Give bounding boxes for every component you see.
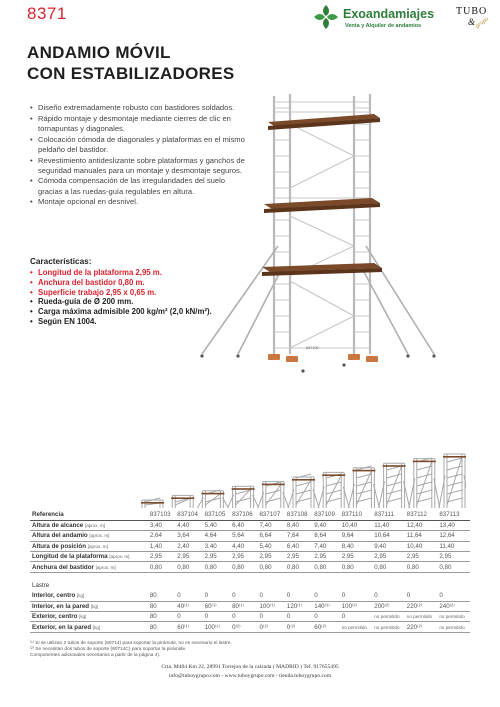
characteristics-title: Características:	[30, 257, 92, 266]
characteristic-item: • Según EN 1004.	[30, 317, 250, 327]
row-label-text: Altura del andamio	[32, 532, 90, 540]
title-line-2: CON ESTABILIZADORES	[27, 64, 235, 83]
table-cell: 0,80	[257, 562, 284, 572]
feature-item: • Diseño extremadamente robusto con bastidores soldados.	[30, 103, 245, 113]
mini-platform	[413, 461, 436, 463]
table-cell: 10,64	[372, 531, 405, 541]
feature-item: • Colocación cómoda de diagonales y plataformas en el mismo peldaño del bastidor.	[30, 135, 245, 155]
table-cell: 4,64	[203, 531, 230, 541]
table-cell: 120⁽¹⁾	[285, 601, 312, 611]
table-cell: 7,40	[257, 520, 284, 530]
table-cell: 0	[257, 591, 284, 601]
mini-scaffold-icon	[228, 486, 259, 508]
mini-scaffold-icon	[318, 472, 349, 508]
table-cell: 0,80	[148, 562, 175, 572]
table-cell: 5,40	[203, 520, 230, 530]
footer-web-links[interactable]: info@tuboygrupo.com - www.tuboygrupo.com - tienda.tuboygrupo.com	[168, 673, 332, 679]
leaf-emblem-icon	[313, 4, 339, 30]
partner-name: TUBO	[456, 6, 488, 17]
reference-cell: 837107	[257, 510, 284, 520]
table-cell: 2,64	[148, 531, 175, 541]
row-label	[30, 622, 148, 632]
reference-cell: 837105	[203, 510, 230, 520]
table-cell: 4,40	[175, 520, 202, 530]
characteristic-item: • Carga máxima admisible 200 kg/m² (2,0 kN/m²).	[30, 307, 250, 317]
row-label	[30, 520, 148, 530]
table-cell: 0,80	[175, 562, 202, 572]
table-cell: 12,40	[405, 520, 438, 530]
reference-cell: 837113	[437, 510, 470, 520]
table-cell: 0	[437, 591, 470, 601]
table-cell: 0	[312, 612, 339, 622]
row-label	[30, 531, 148, 541]
table-cell: 3,64	[175, 531, 202, 541]
table-cell: 2,95	[437, 552, 470, 562]
table-cell: 0⁽²⁾	[285, 622, 312, 632]
table-cell: 60⁽²⁾	[312, 622, 339, 632]
specification-table	[30, 510, 470, 633]
characteristic-item: • Rueda-guía de Ø 200 mm.	[30, 297, 250, 307]
table-cell: 3,40	[203, 541, 230, 551]
table-cell: 0	[312, 591, 339, 601]
table-cell: 8,40	[340, 541, 373, 551]
row-unit: [kg]	[79, 614, 87, 620]
spec-row	[30, 552, 470, 562]
table-cell: 0	[285, 591, 312, 601]
reference-cell: 837112	[405, 510, 438, 520]
table-cell: no permitido	[405, 612, 438, 622]
table-cell: 2,95	[312, 552, 339, 562]
product-reference-number: 8371	[27, 4, 67, 23]
table-cell: 11,64	[405, 531, 438, 541]
row-unit: [aprox. m]	[84, 523, 105, 529]
ballast-header-row	[30, 580, 470, 590]
row-unit: [kg]	[92, 624, 101, 630]
table-cell: 0	[175, 612, 202, 622]
mini-scaffold-icon	[288, 474, 319, 508]
table-cell: 6,40	[285, 541, 312, 551]
mini-platform	[201, 493, 224, 495]
feature-item: • Rápido montaje y desmontaje mediante cierres de clic en tornapuntas y diagonales.	[30, 114, 245, 134]
table-cell: 80	[148, 622, 175, 632]
tubo-grupo-logo[interactable]	[456, 6, 496, 38]
table-cell: 1,40	[148, 541, 175, 551]
table-cell: no permitido	[372, 622, 405, 632]
partner-amp: &	[468, 17, 476, 27]
mini-scaffold-icon	[141, 498, 164, 508]
brand-name: Exoandamiajes	[343, 7, 435, 21]
table-cell: 2,95	[175, 552, 202, 562]
mini-scaffold-icon	[171, 495, 194, 508]
table-cell: 2,95	[148, 552, 175, 562]
table-cell: 2,40	[175, 541, 202, 551]
table-cell: 0,80	[437, 562, 470, 572]
title-line-1: ANDAMIO MÓVIL	[27, 43, 171, 62]
table-cell: no permitido	[372, 612, 405, 622]
table-cell: 0	[230, 612, 257, 622]
table-cell: 0	[230, 591, 257, 601]
table-cell: 0	[203, 612, 230, 622]
table-cell: 0⁽²⁾	[257, 622, 284, 632]
row-label-text: Interior, en la pared	[32, 602, 91, 610]
table-cell: 2,95	[340, 552, 373, 562]
table-cell: 4,40	[230, 541, 257, 551]
spec-row	[30, 562, 470, 572]
table-cell: 0	[175, 591, 202, 601]
table-cell: 100⁽²⁾	[340, 601, 373, 611]
table-cell: 2,95	[230, 552, 257, 562]
table-cell: 220⁽²⁾	[405, 601, 438, 611]
ballast-row	[30, 612, 470, 622]
row-label-text: Anchura del bastidor	[32, 563, 96, 571]
table-cell: 200⁽²⁾	[372, 601, 405, 611]
table-cell: 100⁽¹⁾	[203, 622, 230, 632]
table-cell: no permitido	[437, 612, 470, 622]
table-cell: 140⁽¹⁾	[312, 601, 339, 611]
table-cell: 2,95	[285, 552, 312, 562]
exoandamiajes-logo[interactable]	[313, 4, 453, 36]
page-title	[27, 42, 235, 84]
spec-row	[30, 531, 470, 541]
table-cell: 9,40	[372, 541, 405, 551]
table-cell: 0	[405, 591, 438, 601]
characteristic-item: • Anchura del bastidor 0,80 m.	[30, 278, 250, 288]
table-cell: 5,64	[230, 531, 257, 541]
table-cell: 0	[340, 591, 373, 601]
table-cell: 3,40	[148, 520, 175, 530]
table-cell: 80	[148, 591, 175, 601]
table-cell: 80	[148, 601, 175, 611]
row-label-text: Exterior, centro	[32, 613, 80, 621]
ballast-row	[30, 622, 470, 632]
table-cell: 2,95	[203, 552, 230, 562]
mini-platform	[171, 497, 194, 499]
table-cell: 0	[340, 612, 373, 622]
table-cell: 60⁽¹⁾	[203, 601, 230, 611]
table-cell: 220⁽²⁾	[405, 622, 438, 632]
table-cell: 80	[148, 612, 175, 622]
row-unit: [aprox. m]	[87, 543, 108, 549]
ballast-row	[30, 601, 470, 611]
reference-cell: 837103	[148, 510, 175, 520]
row-unit: [aprox. m]	[95, 564, 116, 570]
table-cell: 7,40	[312, 541, 339, 551]
reference-cell: 837110	[340, 510, 373, 520]
row-unit: [kg]	[77, 593, 85, 599]
table-cell: 2,95	[372, 552, 405, 562]
mini-scaffold-icon	[258, 482, 289, 508]
footnotes	[30, 641, 450, 660]
footnote: Componentes adicionales necesarios a partir de la página 4).	[30, 653, 161, 659]
mini-scaffold-icon	[348, 466, 379, 508]
table-cell: 13,40	[437, 520, 470, 530]
table-cell: 0,80	[285, 562, 312, 572]
spec-rows	[30, 520, 470, 572]
table-cell: 2,95	[257, 552, 284, 562]
table-cell: 0⁽²⁾	[230, 622, 257, 632]
row-label	[30, 541, 148, 551]
mini-scaffold-icon	[439, 454, 466, 508]
brand-tagline: Venta y Alquiler de andamios	[345, 23, 422, 29]
reference-cell: 837108	[285, 510, 312, 520]
spacer-row	[30, 572, 470, 580]
row-unit: [kg]	[90, 603, 99, 609]
table-cell: 11,40	[372, 520, 405, 530]
reference-cell: 837104	[175, 510, 202, 520]
table-cell: no permitido	[437, 622, 470, 632]
table-cell: 7,64	[285, 531, 312, 541]
characteristic-item: • Longitud de la plataforma 2,95 m.	[30, 268, 250, 278]
row-label-text: Interior, centro	[32, 592, 78, 600]
table-cell: 8,64	[312, 531, 339, 541]
mini-scaffold-icon	[409, 458, 440, 508]
scaffold-size-illustrations	[136, 452, 466, 510]
row-unit: [aprox. m]	[109, 554, 130, 560]
table-cell: 0	[203, 591, 230, 601]
table-cell: 8,40	[285, 520, 312, 530]
reference-cell: 837109	[312, 510, 339, 520]
table-cell: 9,64	[340, 531, 373, 541]
table-cell: 0	[257, 612, 284, 622]
reference-cell: 837106	[230, 510, 257, 520]
ballast-rows	[30, 591, 470, 633]
table-header-row	[30, 510, 470, 520]
table-cell: 11,40	[437, 541, 470, 551]
row-label	[30, 601, 148, 611]
row-label	[30, 612, 148, 622]
mini-scaffold-icon	[379, 463, 410, 508]
table-cell: 9,40	[312, 520, 339, 530]
table-cell: 12,64	[437, 531, 470, 541]
table-cell: 6,40	[230, 520, 257, 530]
table-cell: 0	[372, 591, 405, 601]
row-label-text: Longitud de la plataforma	[32, 553, 110, 561]
feature-item: • Montaje opcional en desnivel.	[30, 197, 245, 207]
row-label-text: Altura de posición	[32, 542, 88, 550]
mini-platform	[443, 456, 466, 458]
footnote: ⁽²⁾ Se necesitan dos tubos de soporte (60714C) para soportar la pirámide.	[30, 647, 187, 653]
ballast-title: Lastre	[32, 582, 50, 590]
ballast-row	[30, 591, 470, 601]
table-cell: 40⁽¹⁾	[175, 601, 202, 611]
mobile-scaffold-illustration	[198, 86, 438, 386]
feature-item: • Revestimiento antideslizante sobre plataformas y ganchos de seguridad manuales para un montaje y desmontaje seguros.	[30, 156, 245, 176]
table-cell: 0,80	[405, 562, 438, 572]
footer-address: Crta. M404 Km 22, 28991 Torrejon de la calzada ( MADRID ) Tef. 917655495	[161, 664, 339, 670]
mini-scaffold-icon	[197, 490, 228, 508]
reference-label: Referencia	[30, 510, 148, 520]
table-cell: 0	[285, 612, 312, 622]
table-cell: 2,95	[405, 552, 438, 562]
characteristic-item: • Superficie trabajo 2,95 x 0,65 m.	[30, 288, 250, 298]
table-cell: 60⁽¹⁾	[175, 622, 202, 632]
table-cell: 10,40	[405, 541, 438, 551]
row-label-text: Exterior, en la pared	[32, 623, 93, 631]
table-cell: 80⁽¹⁾	[230, 601, 257, 611]
table-cell: 0,80	[230, 562, 257, 572]
table-cell: no permitido	[340, 622, 373, 632]
spec-row	[30, 520, 470, 530]
table-cell: 0,80	[203, 562, 230, 572]
mini-platform	[383, 465, 406, 467]
row-label	[30, 591, 148, 601]
row-label	[30, 552, 148, 562]
table-cell: 240⁽²⁾	[437, 601, 470, 611]
table-cell: 5,40	[257, 541, 284, 551]
table-cell: 100⁽¹⁾	[257, 601, 284, 611]
table-cell: 0,80	[340, 562, 373, 572]
reference-cell: 837111	[372, 510, 405, 520]
figure-code: 837109	[306, 346, 319, 350]
row-label	[30, 562, 148, 572]
mini-platform	[352, 470, 375, 472]
mini-platform	[292, 479, 315, 481]
table-cell: 0,80	[312, 562, 339, 572]
table-cell: 0,80	[372, 562, 405, 572]
row-unit: [aprox. m]	[89, 533, 110, 539]
partner-sub: grupo	[474, 16, 490, 30]
mini-platform	[232, 488, 255, 490]
mini-platform	[322, 474, 345, 476]
feature-item: • Cómoda compensación de las irregularidades del suelo gracias a las ruedas-guía regulables en altura.	[30, 176, 245, 196]
mini-platform	[141, 502, 164, 504]
footnote: ⁽¹⁾ Si se utilizan 2 tubos de soporte (60714) para soportar la pirámide, no es necesario el lastre.	[30, 641, 232, 646]
row-label-text: Altura de alcance	[32, 522, 85, 530]
mini-platform	[262, 484, 285, 486]
spec-row	[30, 541, 470, 551]
table-cell: 6,64	[257, 531, 284, 541]
table-cell: 10,40	[340, 520, 373, 530]
